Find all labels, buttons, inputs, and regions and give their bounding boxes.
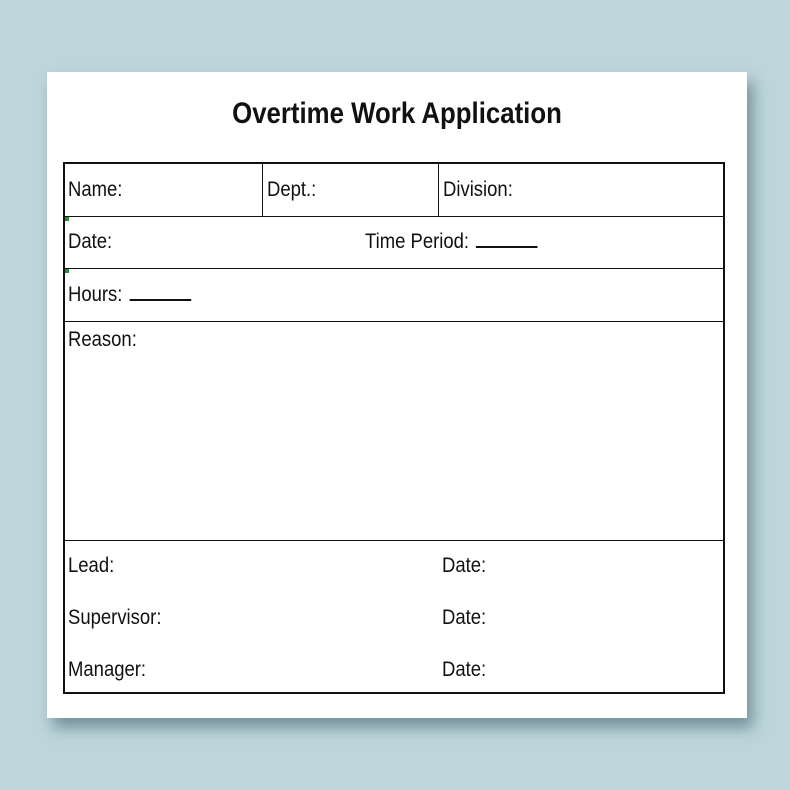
divider: [262, 164, 263, 217]
dept-field[interactable]: Dept.:: [267, 178, 317, 201]
division-field[interactable]: Division:: [443, 178, 513, 201]
form-row-name: [65, 164, 723, 217]
form-row-date: [65, 217, 723, 269]
form-table: [63, 162, 725, 694]
hours-label: Hours:: [68, 283, 123, 306]
divider: [438, 164, 439, 217]
time-period-blank[interactable]: [476, 232, 538, 248]
hours-field[interactable]: [68, 283, 191, 307]
lead-date-field[interactable]: Date:: [442, 554, 487, 577]
time-period-field[interactable]: [365, 230, 538, 254]
date-field[interactable]: Date:: [68, 230, 113, 253]
manager-field[interactable]: Manager:: [68, 658, 147, 681]
cell-marker: [65, 269, 69, 273]
supervisor-date-field[interactable]: Date:: [442, 606, 487, 629]
form-row-hours: [65, 269, 723, 322]
time-period-label: Time Period:: [365, 230, 470, 253]
manager-date-field[interactable]: Date:: [442, 658, 487, 681]
form-sheet: [47, 72, 747, 718]
cell-marker: [65, 217, 69, 221]
form-row-signatures: [65, 541, 723, 692]
hours-blank[interactable]: [129, 285, 191, 301]
form-title: Overtime Work Application: [232, 97, 562, 130]
name-field[interactable]: Name:: [68, 178, 123, 201]
supervisor-field[interactable]: Supervisor:: [68, 606, 162, 629]
form-row-reason[interactable]: [65, 322, 723, 541]
reason-label: Reason:: [68, 328, 137, 351]
lead-field[interactable]: Lead:: [68, 554, 115, 577]
